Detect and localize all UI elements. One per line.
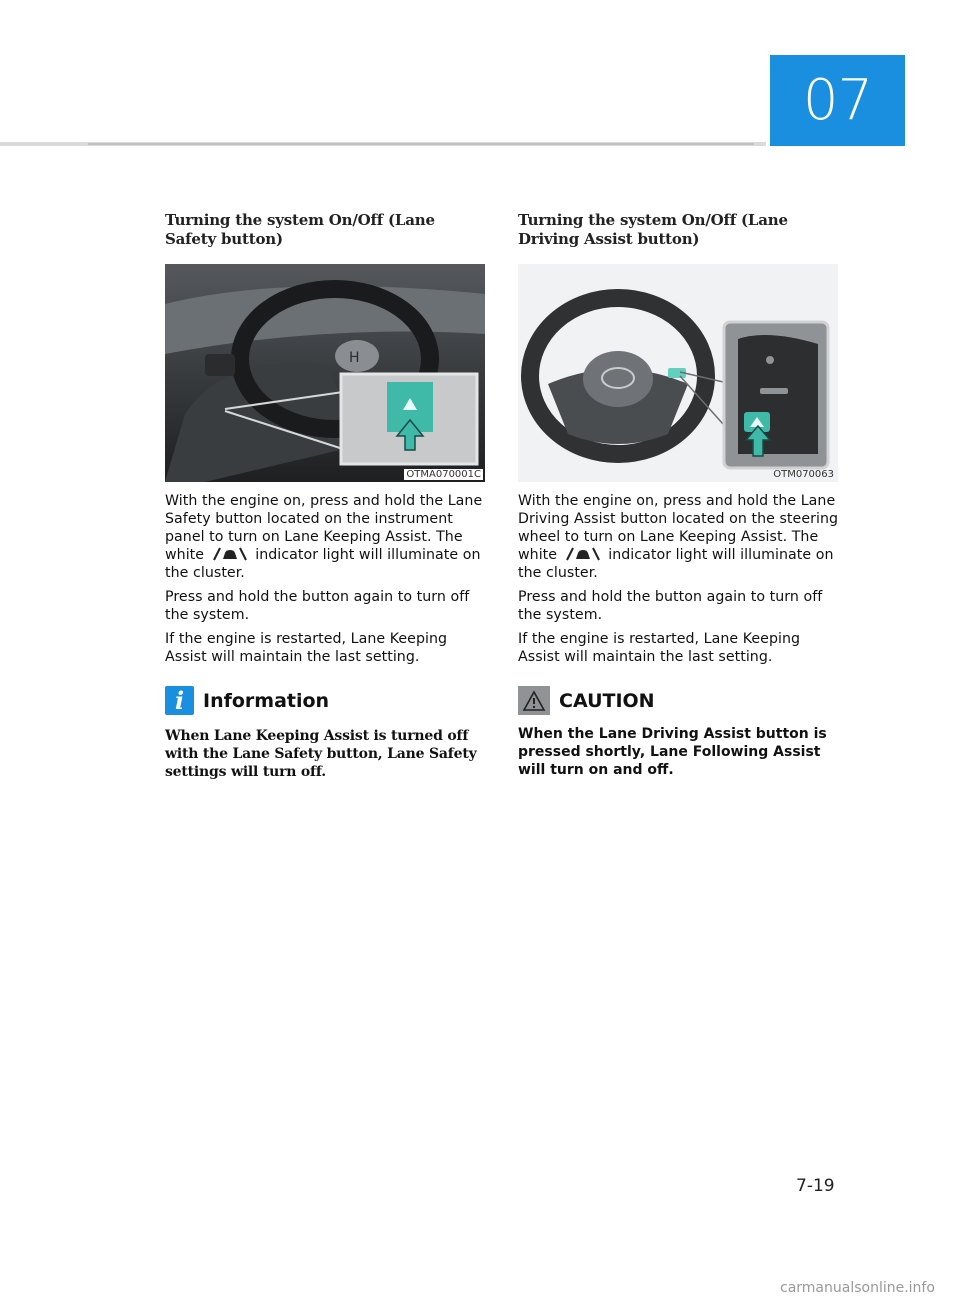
turn-off-paragraph: Press and hold the button again to turn off the system.	[165, 589, 470, 623]
chapter-number: 07	[802, 68, 873, 133]
section-heading-lane-driving: Turning the system On/Off (Lane Driving Assist button)	[518, 211, 788, 248]
figure-code: OTMA070001C	[406, 469, 481, 480]
steering-wheel-drawing	[518, 264, 838, 482]
caution-title: CAUTION	[559, 689, 655, 712]
instruction-text-cont: indicator light will illuminate on the cluster.	[518, 547, 834, 581]
steering-wheel-illustration	[518, 264, 838, 482]
left-column	[165, 211, 487, 781]
instruction-paragraph	[518, 492, 840, 582]
instruction-text-cont: indicator light will illuminate on the cluster.	[165, 547, 481, 581]
info-glyph: i	[174, 686, 185, 715]
restart-paragraph: If the engine is restarted, Lane Keeping Assist will maintain the last setting.	[518, 631, 801, 665]
instruction-text: With the engine on, press and hold the Lane Safety button located on the instrument panel to turn on Lane Keeping Assist. The white	[165, 493, 483, 563]
instruction-paragraph	[165, 492, 487, 582]
instruction-text: With the engine on, press and hold the Lane Driving Assist button located on the steering wheel to turn on Lane Keeping Assist. The white	[518, 493, 839, 563]
page-number: 7-19	[796, 1176, 835, 1196]
caution-body: When the Lane Driving Assist button is pressed shortly, Lane Following Assist will turn on and off.	[518, 726, 827, 778]
caution-header	[518, 686, 840, 715]
dashboard-drawing	[165, 264, 485, 482]
warning-icon	[518, 686, 550, 715]
lane-keeping-indicator-icon	[211, 547, 249, 561]
svg-text:H: H	[349, 350, 360, 366]
chapter-tab	[770, 55, 905, 146]
information-title: Information	[203, 689, 330, 712]
info-icon	[165, 686, 194, 715]
figure-code: OTM070063	[773, 469, 834, 480]
watermark: carmanualsonline.info	[780, 1280, 935, 1296]
section-heading-lane-safety: Turning the system On/Off (Lane Safety button)	[165, 211, 435, 248]
information-header	[165, 686, 487, 715]
restart-paragraph: If the engine is restarted, Lane Keeping Assist will maintain the last setting.	[165, 631, 448, 665]
information-body: When Lane Keeping Assist is turned off with the Lane Safety button, Lane Safety settings will turn off.	[165, 728, 477, 780]
right-column	[518, 211, 840, 779]
warning-triangle	[522, 690, 546, 712]
dashboard-illustration	[165, 264, 485, 482]
lane-keeping-indicator-icon	[564, 547, 602, 561]
turn-off-paragraph: Press and hold the button again to turn off the system.	[518, 589, 823, 623]
header-rule-accent	[88, 143, 754, 145]
